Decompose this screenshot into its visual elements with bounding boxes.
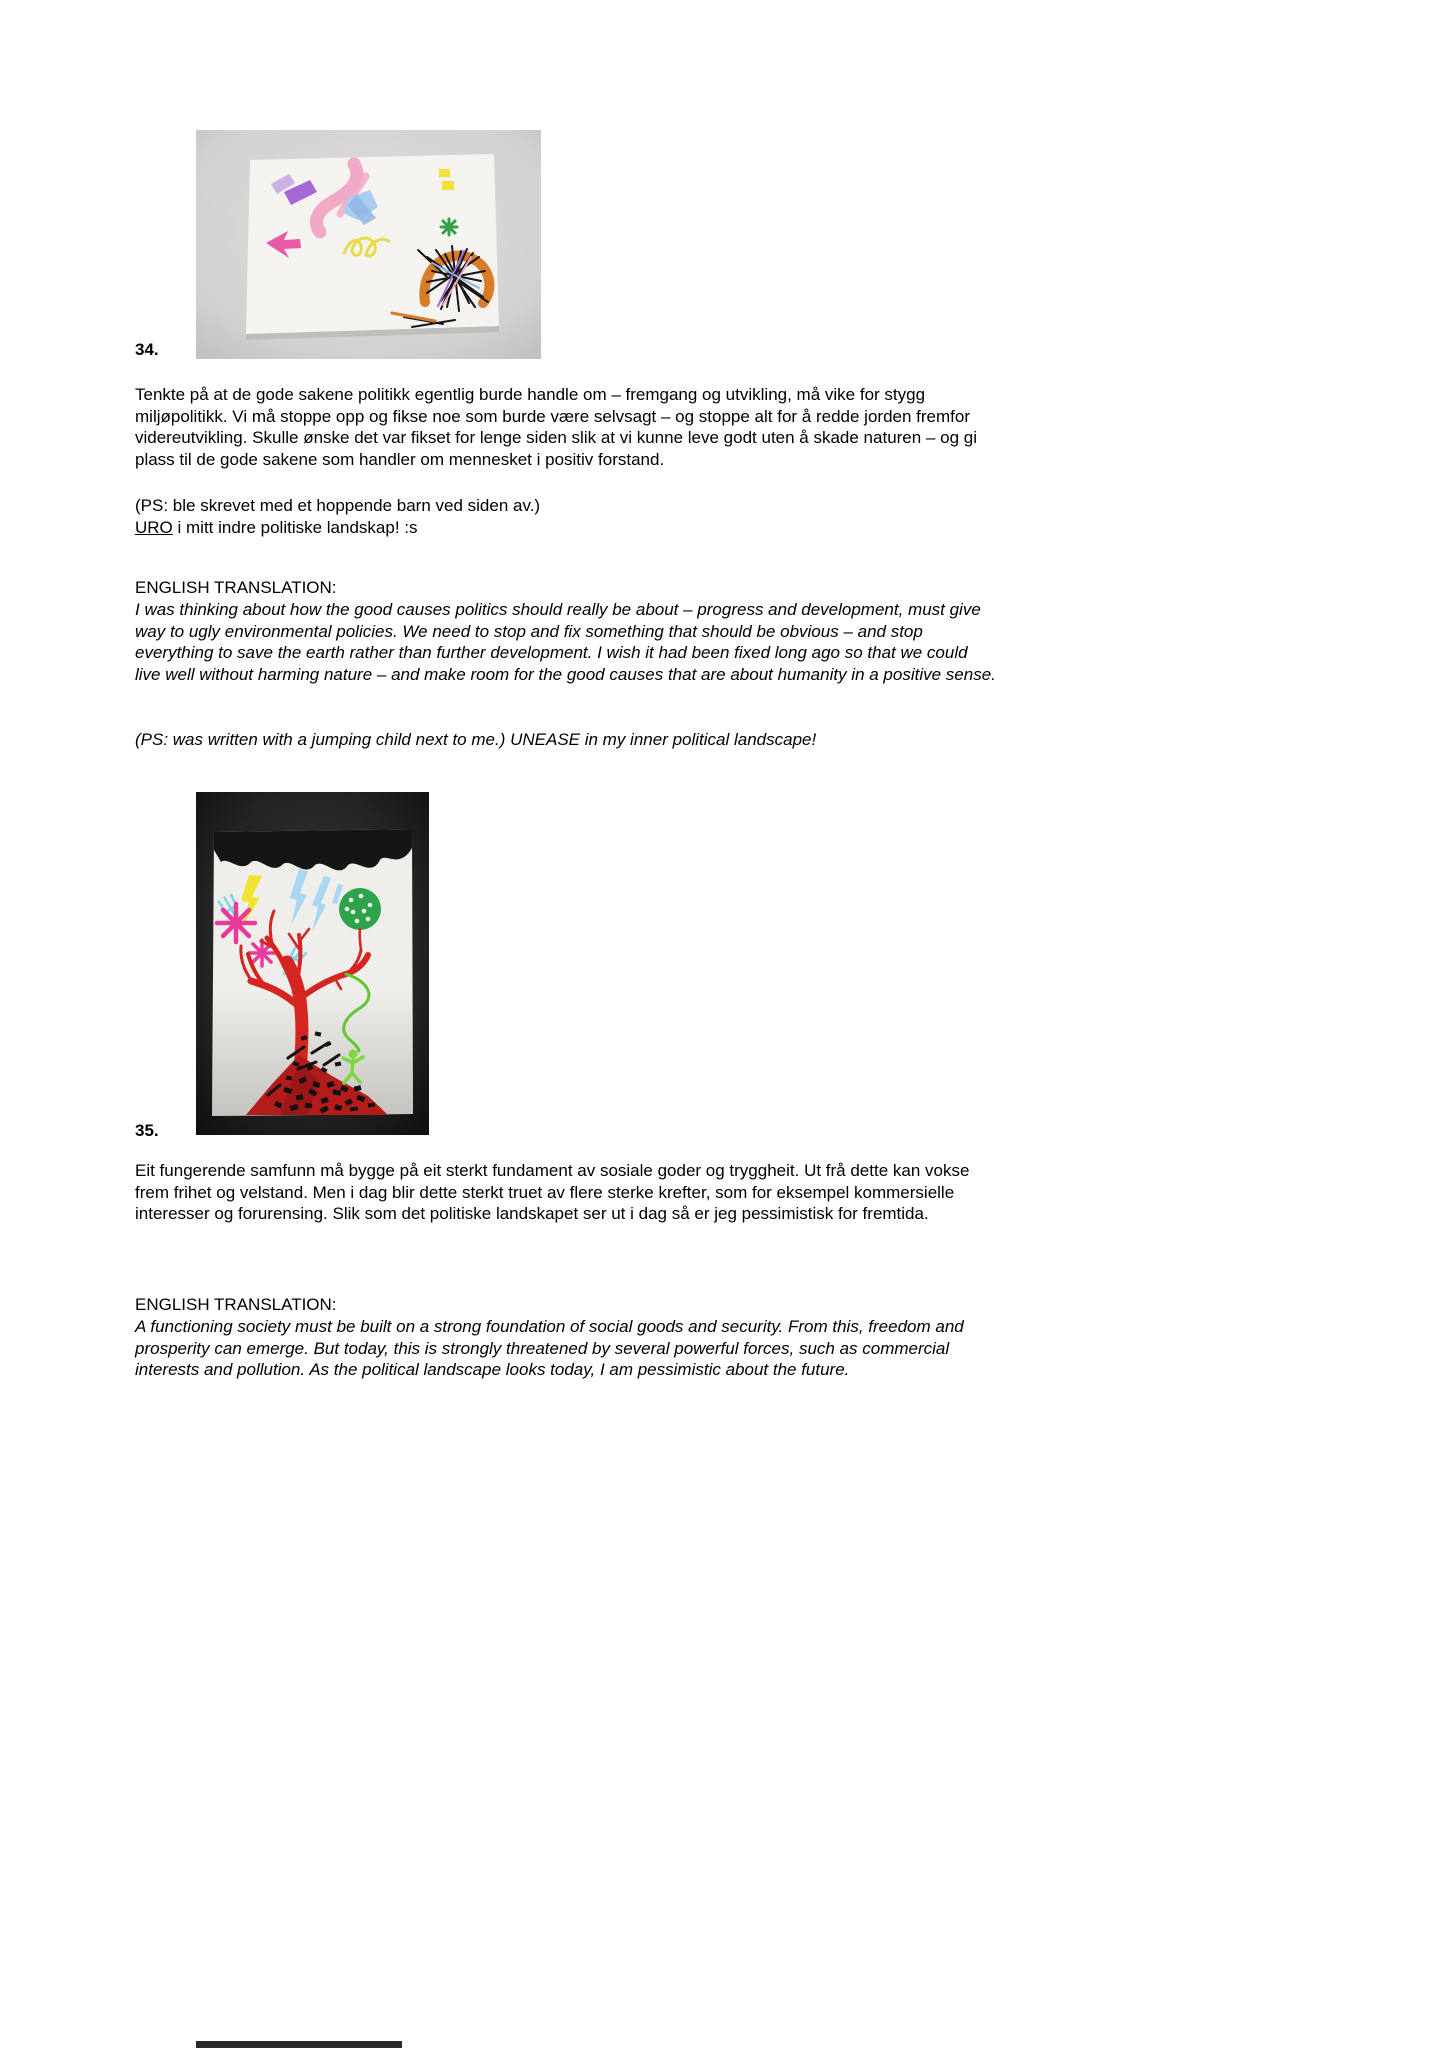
entry-34-translation-label: ENGLISH TRANSLATION:	[135, 578, 337, 597]
entry-number-34: 34.	[135, 340, 159, 359]
entry-number-35: 35.	[135, 1121, 159, 1140]
entry-34-ps-english: (PS: was written with a jumping child next to me.) UNEASE in my inner political landscape!	[135, 730, 817, 749]
collage-photo-35	[196, 792, 429, 1135]
uro-word: URO	[135, 518, 173, 537]
collage-photo-34	[196, 130, 541, 359]
entry-35-body-norwegian: Eit fungerende samfunn må bygge på eit sterkt fundament av sosiale goder og tryggheit. Ut frå dette kan vokse frem frihet og velstand. Men i dag blir dette sterkt truet av flere sterke krefter, som for eksempel kommersielle interesser og forurensing. Slik som det politiske landskapet ser ut i dag så er jeg pessimistisk for fremtida.	[135, 1161, 970, 1223]
entry-35-translation-label: ENGLISH TRANSLATION:	[135, 1295, 337, 1314]
polka-dot-ball	[339, 888, 381, 930]
green-asterisk	[441, 219, 457, 235]
collage-35-art	[196, 792, 429, 1135]
collage-34-art	[196, 130, 541, 359]
uro-rest: i mitt indre politiske landskap! :s	[172, 518, 418, 537]
entry-34-uro-line	[135, 517, 988, 539]
entry-35-body-english: A functioning society must be built on a strong foundation of social goods and security. From this, freedom and prosperity can emerge. But today, this is strongly threatened by several powerful forces, such as commercial interests and pollution. As the political landscape looks today, I am pessimistic about the future.	[135, 1317, 964, 1379]
entry-34-body-norwegian: Tenkte på at de gode sakene politikk egentlig burde handle om – fremgang og utvikling, må vike for stygg miljøpolitikk. Vi må stoppe opp og fikse noe som burde være selvsagt – og stoppe alt for å redde jorden fremfor videreutvikling. Skulle ønske det var fikset for lenge siden slik at vi kunne leve godt uten å skade naturen – og gi plass til de gode sakene som handler om mennesket i positiv forstand.	[135, 385, 977, 469]
next-photo-top-edge	[196, 2041, 402, 2048]
entry-34-ps-norwegian: (PS: ble skrevet med et hoppende barn ved siden av.)	[135, 496, 541, 515]
entry-34-body-english: I was thinking about how the good causes politics should really be about – progress and development, must give way to ugly environmental policies. We need to stop and fix something that should be obvious – and stop everything to save the earth rather than further development. I wish it had been fixed long ago so that we could live well without harming nature – and make room for the good causes that are about humanity in a positive sense.	[135, 600, 996, 684]
